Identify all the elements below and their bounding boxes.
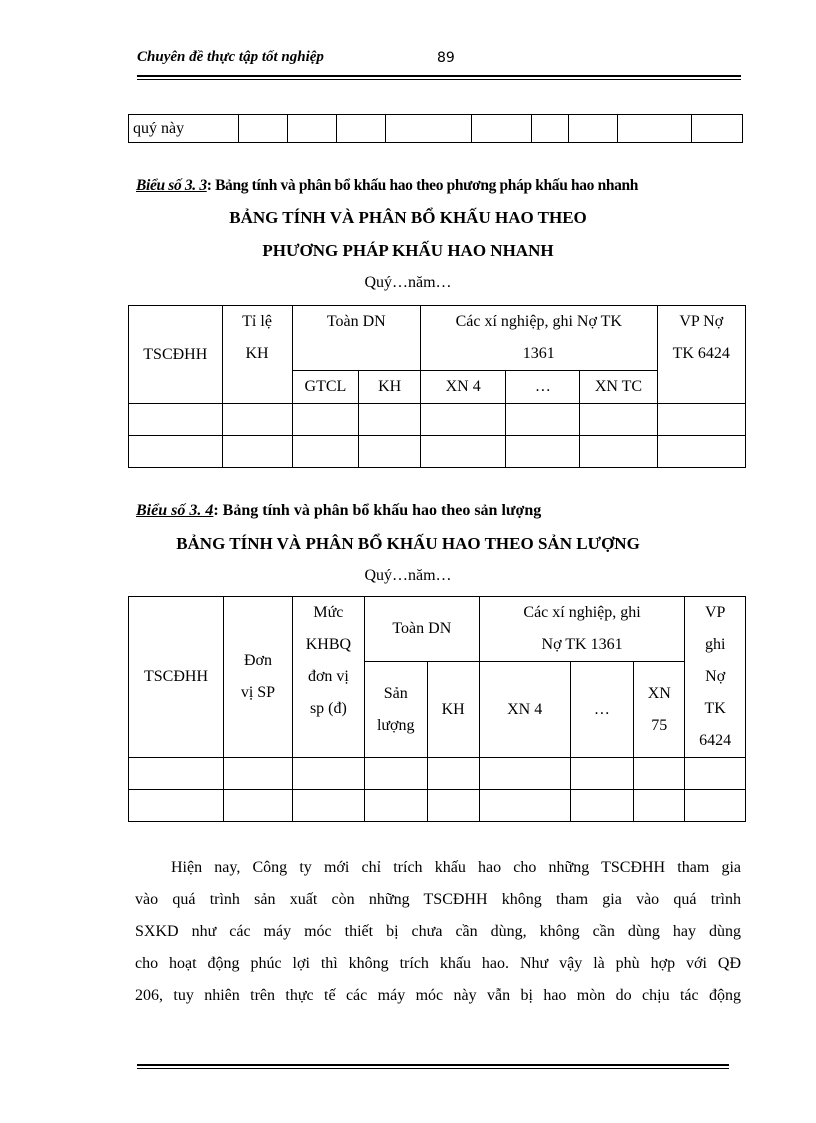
table-cell [657, 436, 745, 468]
table-3-3-period: Quý…năm… [364, 274, 452, 291]
header-xn75-line1: XN [647, 684, 671, 702]
caption-text: : Bảng tính và phân bổ khấu hao theo phương pháp khấu hao nhanh [206, 177, 639, 194]
footer-rule-top [137, 1064, 729, 1066]
table-cell [634, 758, 685, 790]
header-cac-xn-line2: Nợ TK 1361 [541, 636, 623, 653]
header-toandn: Toàn DN [364, 597, 479, 662]
caption-text: : Bảng tính và phân bổ khấu hao theo sản lượng [213, 502, 542, 519]
table-3-4-period: Quý…năm… [364, 567, 452, 584]
caption-3-4 [136, 502, 541, 520]
header-vp-line1: VP [704, 604, 726, 621]
table-cell [129, 404, 223, 436]
table-cell [364, 758, 427, 790]
table-cell [292, 404, 359, 436]
page-number: 89 [437, 50, 455, 66]
header-muc-line1: Mức [313, 604, 344, 621]
table-cell [570, 790, 634, 822]
table-cell [479, 790, 570, 822]
table-cell [580, 404, 657, 436]
header-rule-top [137, 75, 741, 77]
table-cell [359, 436, 421, 468]
header-sanluong-line2: lượng [376, 716, 415, 734]
table-cell [421, 436, 506, 468]
table-cell [471, 115, 531, 143]
table-cell [427, 758, 479, 790]
header-dots: … [506, 371, 580, 404]
header-xn4: XN 4 [421, 371, 506, 404]
table-3-4 [128, 596, 746, 822]
header-tile-line1: Tỉ lệ [242, 313, 272, 330]
body-paragraph [135, 852, 741, 1012]
paragraph-line: Hiện nay, Công ty mới chỉ trích khấu hao cho những TSCĐHH tham gia [171, 859, 741, 876]
header-kh: KH [427, 662, 479, 758]
header-muc-line2: KHBQ [305, 636, 352, 653]
table-cell [386, 115, 472, 143]
header-xn75-line2: 75 [651, 716, 668, 734]
table-cell [479, 758, 570, 790]
table-cell [359, 404, 421, 436]
header-xn4: XN 4 [479, 662, 570, 758]
table-cell [427, 790, 479, 822]
table-cell [292, 790, 364, 822]
header-cac-xn-line2: 1361 [522, 345, 555, 362]
table-cell [224, 790, 293, 822]
header-tile [222, 306, 292, 404]
paragraph-line: 206, tuy nhiên trên thực tế các máy móc này vẫn bị hao mòn do chịu tác động [135, 987, 741, 1004]
header-cac-xn-line1: Các xí nghiệp, ghi Nợ TK [455, 313, 622, 330]
header-tile-line2: KH [245, 345, 269, 362]
table-cell [421, 404, 506, 436]
table-cell [129, 758, 224, 790]
header-sanluong-line1: Sản [383, 684, 408, 702]
table-cell [292, 436, 359, 468]
header-donvi-line1: Đơn [243, 652, 272, 669]
table-cell [287, 115, 336, 143]
header-vp-line3: Nợ [705, 668, 726, 685]
paragraph-line: SXKD như các máy móc thiết bị chưa cần dùng, không cần dùng hay dùng [135, 923, 741, 940]
paragraph-line: vào quá trình sản xuất còn những TSCĐHH không tham gia vào quá trình [135, 891, 741, 908]
table-cell [531, 115, 568, 143]
table-cell [238, 115, 287, 143]
header-toandn: Toàn DN [292, 306, 421, 371]
header-cac-xn [479, 597, 685, 662]
table-cell [506, 436, 580, 468]
header-tscdhh: TSCĐHH [129, 597, 224, 758]
header-rule-bottom [137, 79, 741, 80]
table-cell [224, 758, 293, 790]
table-cell [634, 790, 685, 822]
table-3-3-title-line1: BẢNG TÍNH VÀ PHÂN BỔ KHẤU HAO THEO [229, 208, 587, 227]
table-cell [618, 115, 692, 143]
table-cell [685, 758, 746, 790]
header-vp [685, 597, 746, 758]
caption-3-3 [136, 177, 638, 195]
table-cell [222, 436, 292, 468]
table-cell [129, 436, 223, 468]
header-cac-xn [421, 306, 658, 371]
table-cell [222, 404, 292, 436]
header-kh: KH [359, 371, 421, 404]
table-cell [506, 404, 580, 436]
header-muc-line4: sp (đ) [309, 700, 347, 717]
footer-rule-bottom [137, 1068, 729, 1069]
header-muc [292, 597, 364, 758]
table-cell: quý này [129, 115, 239, 143]
table-cell [364, 790, 427, 822]
header-vp-line1: VP Nợ [679, 313, 724, 330]
paragraph-line: cho hoạt động phúc lợi thì không trích khấu hao. Như vậy là phù hợp với QĐ [135, 955, 741, 972]
table-cell [657, 404, 745, 436]
header-cac-xn-line1: Các xí nghiệp, ghi [523, 604, 641, 621]
header-donvi [224, 597, 293, 758]
header-xntc: XN TC [580, 371, 657, 404]
header-donvi-line2: vị SP [240, 684, 276, 701]
table-3-3-title-line2: PHƯƠNG PHÁP KHẤU HAO NHANH [262, 241, 554, 260]
table-cell [570, 758, 634, 790]
table-cell [691, 115, 742, 143]
header-gtcl: GTCL [292, 371, 359, 404]
header-xn75 [634, 662, 685, 758]
table-cell [685, 790, 746, 822]
caption-label: Biểu số 3. 3 [136, 177, 207, 194]
header-vp-line5: 6424 [699, 732, 732, 749]
header-tscdhh: TSCĐHH [129, 306, 223, 404]
table-cell [336, 115, 385, 143]
header-vp [657, 306, 745, 404]
table-cell [292, 758, 364, 790]
header-vp-line4: TK [704, 700, 726, 717]
header-vp-line2: ghi [704, 636, 726, 653]
header-vp-line2: TK 6424 [672, 345, 730, 362]
table-cell [568, 115, 617, 143]
table-3-3 [128, 305, 746, 468]
table-3-4-title: BẢNG TÍNH VÀ PHÂN BỔ KHẤU HAO THEO SẢN LƯỢNG [176, 534, 640, 553]
header-dots: … [570, 662, 634, 758]
table-cell [580, 436, 657, 468]
header-sanluong [364, 662, 427, 758]
table-cell [129, 790, 224, 822]
caption-label: Biểu số 3. 4 [136, 502, 214, 519]
continued-table [128, 114, 743, 143]
header-title: Chuyên đề thực tập tốt nghiệp [137, 49, 324, 65]
header-muc-line3: đơn vị [307, 668, 349, 685]
